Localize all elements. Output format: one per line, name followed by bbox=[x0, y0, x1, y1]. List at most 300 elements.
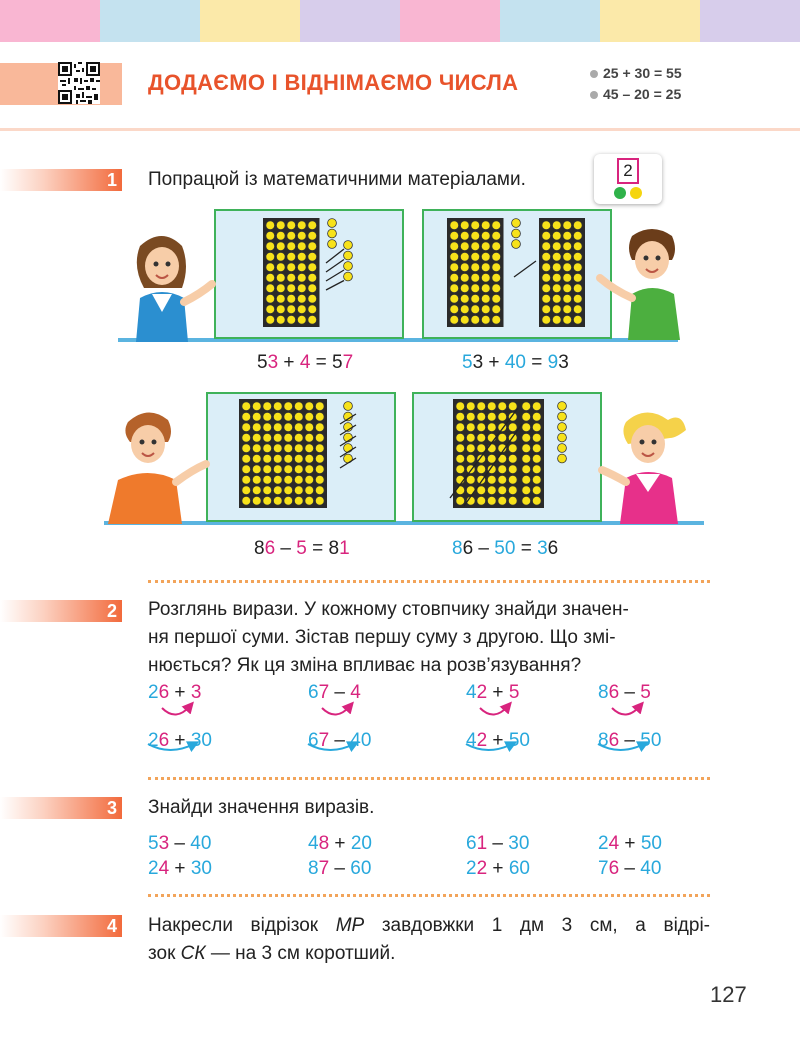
equation-part: 5 bbox=[462, 352, 473, 373]
equation-part: 7 bbox=[342, 352, 354, 373]
bead bbox=[492, 284, 501, 293]
bead bbox=[276, 221, 285, 230]
task-2-expression bbox=[466, 730, 530, 752]
bead bbox=[450, 305, 459, 314]
equation-part: – bbox=[329, 730, 351, 751]
header-stripe bbox=[300, 0, 400, 42]
equation-part: 5 bbox=[257, 352, 268, 373]
bead bbox=[284, 454, 293, 463]
bead bbox=[242, 496, 251, 505]
equation-part: + bbox=[487, 858, 509, 879]
task-4-text bbox=[148, 912, 710, 968]
bead bbox=[558, 402, 567, 411]
boy-character-illustration bbox=[592, 226, 702, 340]
bead bbox=[498, 475, 507, 484]
bead bbox=[284, 412, 293, 421]
equation-part: 4 bbox=[350, 682, 361, 703]
bead bbox=[242, 454, 251, 463]
bead bbox=[328, 229, 337, 238]
bead bbox=[305, 486, 314, 495]
equation-part: = bbox=[310, 352, 333, 373]
bead bbox=[263, 412, 272, 421]
bead bbox=[532, 402, 541, 411]
bead bbox=[481, 252, 490, 261]
bead bbox=[552, 242, 561, 251]
bead bbox=[450, 221, 459, 230]
equation-4 bbox=[452, 538, 558, 560]
bead bbox=[471, 305, 480, 314]
bead bbox=[512, 229, 521, 238]
equation-part: 2 bbox=[148, 682, 159, 703]
bead bbox=[563, 305, 572, 314]
bead bbox=[498, 402, 507, 411]
equation-part: = bbox=[306, 538, 329, 559]
bead bbox=[308, 252, 317, 261]
equation-part: – bbox=[487, 833, 509, 854]
bead bbox=[252, 454, 261, 463]
bead bbox=[450, 294, 459, 303]
bead bbox=[532, 496, 541, 505]
equation-part: 2 bbox=[148, 858, 159, 879]
bead bbox=[308, 294, 317, 303]
bead bbox=[532, 444, 541, 453]
bead bbox=[276, 294, 285, 303]
bead bbox=[450, 231, 459, 240]
equation-part: – bbox=[169, 833, 191, 854]
bead bbox=[498, 465, 507, 474]
bead bbox=[466, 433, 475, 442]
bead bbox=[263, 423, 272, 432]
bead bbox=[460, 231, 469, 240]
bead bbox=[297, 263, 306, 272]
bead bbox=[308, 263, 317, 272]
bead bbox=[532, 412, 541, 421]
bead bbox=[297, 231, 306, 240]
bead bbox=[276, 242, 285, 251]
bead bbox=[542, 263, 551, 272]
equation-3 bbox=[254, 538, 350, 560]
qr-code-icon[interactable] bbox=[58, 62, 100, 104]
bead bbox=[242, 465, 251, 474]
bead bbox=[263, 486, 272, 495]
bead bbox=[242, 444, 251, 453]
bead bbox=[573, 294, 582, 303]
page-title: ДОДАЄМО І ВІДНІМАЄМО ЧИСЛА bbox=[148, 70, 519, 95]
task-3-expression bbox=[308, 858, 371, 880]
equation-part: – bbox=[619, 682, 641, 703]
bead bbox=[273, 454, 282, 463]
bead bbox=[460, 263, 469, 272]
bead bbox=[492, 242, 501, 251]
equation-part: + bbox=[483, 352, 505, 373]
equation-part: 4 bbox=[308, 833, 319, 854]
task-2-marker bbox=[0, 600, 122, 622]
bead bbox=[266, 315, 275, 324]
bead bbox=[563, 273, 572, 282]
bead bbox=[287, 294, 296, 303]
equation-part: 50 bbox=[640, 833, 662, 854]
task-number: 1 bbox=[106, 170, 117, 190]
bead bbox=[263, 402, 272, 411]
page-number: 127 bbox=[710, 982, 747, 1007]
task-3-expression bbox=[148, 858, 212, 880]
bead bbox=[532, 486, 541, 495]
bead bbox=[471, 221, 480, 230]
bead bbox=[477, 486, 486, 495]
header-divider bbox=[0, 128, 800, 131]
bead bbox=[508, 402, 517, 411]
bead bbox=[273, 402, 282, 411]
bead bbox=[315, 402, 324, 411]
bead bbox=[276, 263, 285, 272]
bead bbox=[273, 423, 282, 432]
bead bbox=[492, 305, 501, 314]
equation-part: 6 bbox=[158, 730, 170, 751]
bead-illustration-1 bbox=[216, 211, 402, 337]
bead bbox=[508, 475, 517, 484]
bead bbox=[287, 315, 296, 324]
bead bbox=[308, 221, 317, 230]
equation-part: 3 bbox=[472, 352, 484, 373]
equation-part: 3 bbox=[190, 682, 202, 703]
bead bbox=[471, 252, 480, 261]
bead-panel-1 bbox=[214, 209, 404, 339]
equation-part: = bbox=[515, 538, 538, 559]
bead bbox=[552, 252, 561, 261]
equation-part: 30 bbox=[190, 730, 212, 751]
task-3-marker bbox=[0, 797, 122, 819]
bead bbox=[542, 294, 551, 303]
bead bbox=[284, 402, 293, 411]
bead bbox=[266, 242, 275, 251]
bead bbox=[477, 444, 486, 453]
bead bbox=[466, 444, 475, 453]
bead bbox=[297, 284, 306, 293]
equation-part: 6 bbox=[608, 730, 620, 751]
bead bbox=[284, 444, 293, 453]
segment-label: СК bbox=[180, 943, 206, 964]
bead bbox=[297, 242, 306, 251]
bead bbox=[471, 263, 480, 272]
equation-part: + bbox=[278, 352, 300, 373]
bead bbox=[466, 412, 475, 421]
bead bbox=[492, 315, 501, 324]
bead bbox=[344, 444, 353, 453]
bead bbox=[276, 284, 285, 293]
bead bbox=[242, 402, 251, 411]
bead bbox=[276, 273, 285, 282]
bead bbox=[460, 315, 469, 324]
equation-part: = bbox=[525, 352, 548, 373]
bead bbox=[481, 315, 490, 324]
equation-part: 8 bbox=[598, 682, 609, 703]
bead bbox=[512, 240, 521, 249]
bead bbox=[242, 486, 251, 495]
bead bbox=[481, 273, 490, 282]
bead bbox=[284, 423, 293, 432]
bead bbox=[573, 252, 582, 261]
bead bbox=[287, 284, 296, 293]
bead bbox=[263, 496, 272, 505]
bead bbox=[563, 284, 572, 293]
equation-part: 7 bbox=[598, 858, 609, 879]
equation-part: 8 bbox=[452, 538, 463, 559]
bead bbox=[450, 252, 459, 261]
badge-number: 2 bbox=[617, 158, 639, 184]
bead bbox=[315, 496, 324, 505]
bead bbox=[481, 305, 490, 314]
bead bbox=[273, 496, 282, 505]
bead bbox=[273, 475, 282, 484]
bead bbox=[492, 252, 501, 261]
bead bbox=[294, 412, 303, 421]
bead bbox=[242, 433, 251, 442]
bead bbox=[252, 465, 261, 474]
bead bbox=[284, 496, 293, 505]
bead bbox=[315, 465, 324, 474]
bead bbox=[552, 221, 561, 230]
bead bbox=[508, 486, 517, 495]
bead bbox=[273, 433, 282, 442]
bead bbox=[552, 273, 561, 282]
bead bbox=[552, 231, 561, 240]
bead bbox=[450, 284, 459, 293]
header-stripe bbox=[0, 0, 100, 42]
equation-part: 3 bbox=[537, 538, 548, 559]
equation-part: 9 bbox=[547, 352, 559, 373]
bead bbox=[266, 221, 275, 230]
equation-part: 6 bbox=[462, 538, 474, 559]
bead bbox=[573, 221, 582, 230]
bead bbox=[542, 315, 551, 324]
task-number: 4 bbox=[106, 916, 117, 936]
equation-part: 3 bbox=[158, 833, 170, 854]
bead bbox=[508, 444, 517, 453]
equation-part: 60 bbox=[508, 858, 530, 879]
equation-part: + bbox=[329, 833, 351, 854]
bead bbox=[477, 423, 486, 432]
bead bbox=[266, 305, 275, 314]
task-2-line: нюється? Як ця зміна впливає на розв’язування? bbox=[148, 655, 582, 676]
bead bbox=[287, 305, 296, 314]
bead bbox=[552, 294, 561, 303]
task-1-marker bbox=[0, 169, 122, 191]
equation-part: 2 bbox=[476, 682, 488, 703]
bead bbox=[305, 433, 314, 442]
equation-part: 4 bbox=[466, 682, 477, 703]
equation-1 bbox=[257, 352, 353, 374]
bead bbox=[466, 402, 475, 411]
bead bbox=[294, 423, 303, 432]
bead bbox=[263, 475, 272, 484]
bead bbox=[273, 412, 282, 421]
equation-part: 50 bbox=[508, 730, 530, 751]
bead bbox=[487, 402, 496, 411]
bead bbox=[573, 284, 582, 293]
bead bbox=[460, 305, 469, 314]
bead bbox=[498, 433, 507, 442]
bead bbox=[242, 475, 251, 484]
bead bbox=[492, 273, 501, 282]
bead bbox=[344, 402, 353, 411]
bead bbox=[456, 423, 465, 432]
bead bbox=[487, 496, 496, 505]
task-4-marker bbox=[0, 915, 122, 937]
bead bbox=[273, 444, 282, 453]
bead-illustration-2 bbox=[424, 211, 610, 337]
bead bbox=[532, 433, 541, 442]
bead bbox=[276, 315, 285, 324]
bead bbox=[252, 412, 261, 421]
bead-illustration-4 bbox=[414, 394, 600, 520]
bead bbox=[450, 263, 459, 272]
equation-part: 4 bbox=[158, 858, 170, 879]
arrow-icon bbox=[322, 706, 350, 715]
equation-part: 6 bbox=[158, 682, 170, 703]
bead bbox=[287, 231, 296, 240]
task-2-text bbox=[148, 596, 629, 680]
bead bbox=[456, 402, 465, 411]
bead bbox=[573, 242, 582, 251]
equation-part: 7 bbox=[318, 682, 330, 703]
equation-part: 7 bbox=[318, 858, 330, 879]
bead bbox=[552, 284, 561, 293]
equation-part: 5 bbox=[508, 682, 520, 703]
bead bbox=[522, 475, 531, 484]
bead bbox=[266, 284, 275, 293]
difficulty-badge bbox=[594, 154, 662, 204]
header-example-1: 25 + 30 = 55 bbox=[590, 65, 682, 81]
bead bbox=[294, 444, 303, 453]
bead bbox=[498, 496, 507, 505]
bead bbox=[481, 263, 490, 272]
bead bbox=[328, 240, 337, 249]
cross-line bbox=[514, 261, 536, 277]
bead bbox=[563, 242, 572, 251]
equation-part: 40 bbox=[190, 833, 212, 854]
equation-part: – bbox=[619, 730, 641, 751]
equation-part: – bbox=[329, 858, 351, 879]
bead bbox=[456, 465, 465, 474]
bead bbox=[284, 465, 293, 474]
bead bbox=[308, 284, 317, 293]
bead bbox=[477, 433, 486, 442]
bead bbox=[573, 315, 582, 324]
bead bbox=[552, 315, 561, 324]
bead bbox=[252, 444, 261, 453]
bead bbox=[294, 433, 303, 442]
task-4-line: Накресли відрізок МР завдовжки 1 дм 3 см, а відрі- bbox=[148, 915, 710, 936]
bead bbox=[252, 402, 261, 411]
equation-part: 2 bbox=[476, 858, 488, 879]
bead bbox=[252, 433, 261, 442]
bead bbox=[542, 305, 551, 314]
bead bbox=[522, 412, 531, 421]
bead bbox=[487, 486, 496, 495]
equation-2 bbox=[462, 352, 569, 374]
bead bbox=[466, 423, 475, 432]
bead bbox=[297, 221, 306, 230]
cross-line bbox=[326, 270, 344, 281]
bead bbox=[305, 475, 314, 484]
equation-part: 8 bbox=[254, 538, 265, 559]
bead bbox=[508, 465, 517, 474]
task-3-expression bbox=[466, 858, 530, 880]
task-4-line: зок СК — на 3 см коротший. bbox=[148, 943, 396, 964]
bead bbox=[522, 402, 531, 411]
bead bbox=[532, 475, 541, 484]
equation-part: 8 bbox=[318, 833, 330, 854]
bead bbox=[522, 433, 531, 442]
equation-part: 1 bbox=[476, 833, 488, 854]
bead bbox=[487, 423, 496, 432]
bead bbox=[573, 273, 582, 282]
bead bbox=[315, 454, 324, 463]
bead bbox=[252, 496, 261, 505]
bead-panel-3 bbox=[206, 392, 396, 522]
bead bbox=[294, 496, 303, 505]
bead bbox=[266, 252, 275, 261]
equation-part: 50 bbox=[640, 730, 662, 751]
equation-part: 50 bbox=[494, 538, 516, 559]
bead bbox=[498, 412, 507, 421]
equation-part: 5 bbox=[148, 833, 159, 854]
bead bbox=[466, 475, 475, 484]
equation-part: 8 bbox=[598, 730, 609, 751]
bead bbox=[266, 294, 275, 303]
bead bbox=[456, 433, 465, 442]
bead bbox=[242, 412, 251, 421]
bead bbox=[297, 305, 306, 314]
bead bbox=[450, 273, 459, 282]
bead bbox=[315, 475, 324, 484]
bead bbox=[522, 423, 531, 432]
bead bbox=[573, 263, 582, 272]
bead bbox=[276, 252, 285, 261]
task-3-text: Знайди значення виразів. bbox=[148, 797, 375, 818]
equation-part: + bbox=[169, 858, 191, 879]
equation-part: 60 bbox=[350, 858, 372, 879]
equation-part: 6 bbox=[308, 730, 319, 751]
bead bbox=[471, 284, 480, 293]
arrow-icon bbox=[612, 706, 640, 715]
equation-part: 7 bbox=[318, 730, 330, 751]
dotted-divider bbox=[148, 580, 710, 583]
bead bbox=[563, 263, 572, 272]
equation-part: + bbox=[169, 730, 191, 751]
bead bbox=[305, 412, 314, 421]
header-stripe bbox=[400, 0, 500, 42]
bead bbox=[558, 454, 567, 463]
header-stripe bbox=[700, 0, 800, 42]
bead bbox=[471, 273, 480, 282]
bead bbox=[552, 263, 561, 272]
bead bbox=[450, 242, 459, 251]
task-3-expression bbox=[466, 833, 529, 855]
header-stripe bbox=[500, 0, 600, 42]
task-3-expression bbox=[598, 833, 662, 855]
equation-part: 1 bbox=[339, 538, 350, 559]
equation-part: – bbox=[619, 858, 641, 879]
bead bbox=[308, 242, 317, 251]
bead bbox=[558, 433, 567, 442]
equation-part: – bbox=[473, 538, 495, 559]
bead bbox=[305, 423, 314, 432]
bead bbox=[297, 294, 306, 303]
equation-part: 2 bbox=[466, 858, 477, 879]
bead bbox=[263, 433, 272, 442]
boy-orange-character-illustration bbox=[102, 408, 212, 524]
